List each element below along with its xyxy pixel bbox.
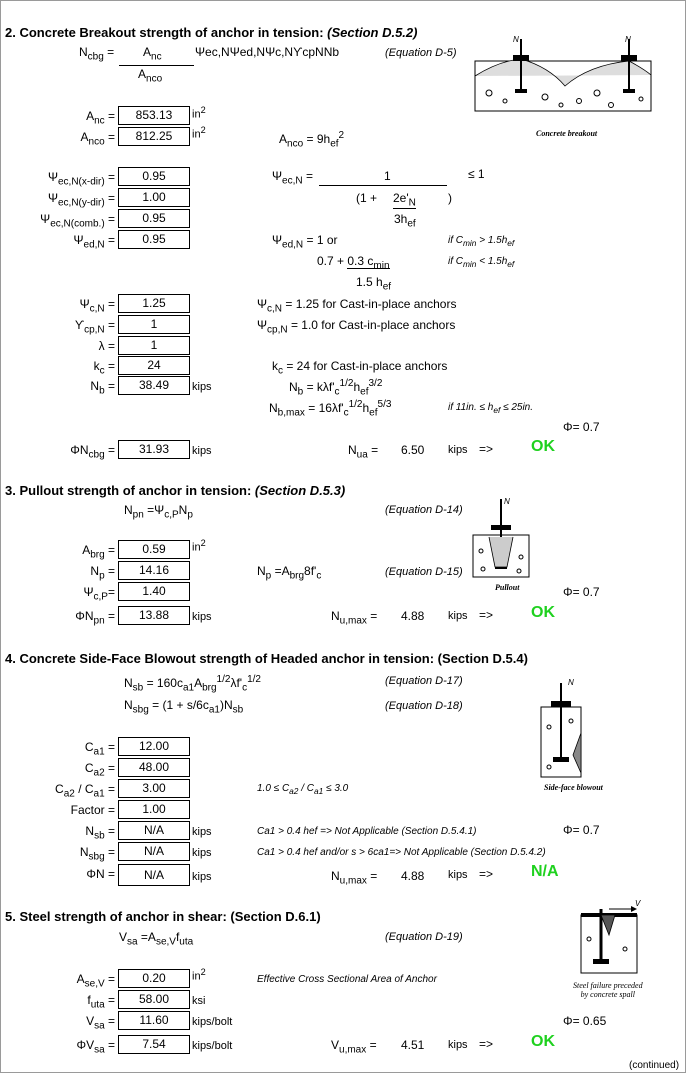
vsa-label: $V_{sa}$ = — [86, 1014, 115, 1032]
psi-y-value: 1.00 — [118, 188, 190, 207]
fig-shear-caption: Steel failure preceded by concrete spall — [573, 981, 643, 999]
anco-note: $A_{nco} = 9h_{ef}^2$ — [279, 130, 345, 150]
np-label: $N_p$ = — [90, 564, 115, 582]
fig-pullout-caption: Pullout — [495, 583, 520, 592]
kc-label: $k_c$ = — [93, 359, 115, 377]
abrg-value: 0.59 — [118, 540, 190, 559]
nsbg-note: Ca1 > 0.4 hef and/or s > 6ca1=> Not Applicable (Section D.5.4.2) — [257, 847, 546, 858]
s3-nu-label: $N_{u,max}$ = — [331, 609, 378, 627]
eq-d14: $N_{pn} =\Psi_{c,P}N_p$ — [124, 503, 193, 521]
s4-phi: Φ= 0.7 — [563, 823, 600, 837]
eq-d14-ref: (Equation D-14) — [385, 504, 463, 516]
ase-label: $A_{se,V}$ = — [76, 972, 115, 990]
anco-unit: $in^2$ — [192, 125, 206, 141]
ca2-label: $C_{a2}$ = — [84, 761, 115, 779]
ase-value: 0.20 — [118, 969, 190, 988]
s5-phi: Φ= 0.65 — [563, 1014, 607, 1028]
ca-ratio-label: $C_{a2} / C_{a1}$ = — [55, 782, 115, 800]
psi-ed-eq: $\Psi_{ed,N} = 1$ or — [272, 233, 338, 251]
phi-vsa-value: 7.54 — [118, 1035, 190, 1054]
phi-npn-value: 13.88 — [118, 606, 190, 625]
s4-nu-unit: kips — [448, 869, 468, 881]
nb-label: $N_b$ = — [90, 379, 115, 397]
psi-ed-expr-den: 1.5 $h_{ef}$ — [356, 275, 392, 293]
psi-cn-note: $\Psi_{c,N} = 1.25$ for Cast-in-place anchors — [257, 297, 457, 315]
s4-nu-value: 4.88 — [401, 869, 425, 883]
nsb-note: Ca1 > 0.4 hef => Not Applicable (Section D.5.4.1) — [257, 826, 477, 837]
nbmax-cond: if 11in. ≤ $h_{ef} \le 25in$. — [448, 402, 534, 415]
eq-d19: $V_{sa} =A_{se,V}f_{uta}$ — [119, 930, 194, 948]
nsbg-unit: kips — [192, 847, 212, 859]
psi-x-label: $\Psi_{ec,N(x-dir)}$ = — [47, 170, 115, 188]
psi-ed-label: $\Psi_{ed,N}$ = — [73, 233, 115, 251]
factor-label: Factor = — [70, 803, 115, 817]
eq-d5-ref: (Equation D-5) — [385, 47, 457, 59]
s3-phi: Φ= 0.7 — [563, 585, 600, 599]
nbmax-eq: $N_{b,max} = 16\lambda f'_c^{1/2}h_{ef}^{5/3}$ — [269, 399, 392, 419]
fig-blowout-caption: Side-face blowout — [544, 783, 603, 792]
psi-cp-label: $\Psi_{c,P}=$ — [83, 585, 115, 603]
phi-n-value: N/A — [118, 864, 190, 886]
psi-comb-value: 0.95 — [118, 209, 190, 228]
eq-d5-rhs: Ψec,NΨed,NΨc,NϒcpNNb — [195, 45, 340, 59]
lambda-label: λ = — [98, 339, 115, 353]
psi-cp-value: 1.40 — [118, 582, 190, 601]
nsb-unit: kips — [192, 826, 212, 838]
phi-npn-unit: kips — [192, 611, 212, 623]
ca1-value: 12.00 — [118, 737, 190, 756]
psi-ed-value: 0.95 — [118, 230, 190, 249]
ca-ratio-note: $1.0 \le C_{a2} / C_{a1} \le 3.0$ — [257, 783, 349, 796]
ycp-note: $\Psi_{cp,N} = 1.0$ for Cast-in-place anchors — [257, 318, 456, 336]
lambda-value: 1 — [118, 336, 190, 355]
np-eq: $N_p =A_{brg}8f'_c$ — [257, 564, 322, 582]
ase-unit: $in^2$ — [192, 967, 206, 983]
s5-vu-label: $V_{u,max}$ = — [331, 1038, 377, 1056]
fig-blowout-label: N — [568, 678, 574, 687]
psi-ec-eq-lhs: $\Psi_{ec,N}$ = — [272, 169, 313, 187]
section2-title: 2. Concrete Breakout strength of anchor in tension: (Section D.5.2) — [5, 25, 418, 40]
psi-x-value: 0.95 — [118, 167, 190, 186]
s3-nu-value: 4.88 — [401, 609, 425, 623]
nsb-value: N/A — [118, 821, 190, 840]
phi-n-label: ΦN = — [86, 867, 115, 881]
eq-d5-num: $A_{nc}$ — [143, 45, 162, 63]
nua-unit: kips — [448, 444, 468, 456]
psi-cn-value: 1.25 — [118, 294, 190, 313]
fig-breakout-label2: N — [625, 35, 631, 44]
nsbg-label: $N_{sbg}$ = — [79, 845, 115, 863]
psi-ed-cond2: if $C_{min} < 1.5h_{ef}$ — [448, 256, 515, 269]
phi-vsa-label: $\Phi V_{sa}$ = — [76, 1038, 115, 1056]
eq-d18-ref: (Equation D-18) — [385, 700, 463, 712]
s3-status: OK — [531, 604, 555, 621]
psi-ec-eq-num: 1 — [384, 169, 391, 183]
s5-status: OK — [531, 1033, 555, 1050]
ycp-label: $ϒ_{cp,N}$ = — [74, 318, 115, 336]
anc-label: $A_{nc}$ = — [86, 109, 115, 127]
factor-value: 1.00 — [118, 800, 190, 819]
phi-npn-label: $\Phi N_{pn}$ = — [75, 609, 115, 627]
fig-shear-label: V — [635, 899, 641, 908]
anc-value: 853.13 — [118, 106, 190, 125]
side-face-blowout-figure — [537, 677, 607, 787]
kc-value: 24 — [118, 356, 190, 375]
section4-title: 4. Concrete Side-Face Blowout strength of Headed anchor in tension: (Section D.5.4) — [5, 651, 528, 666]
psi-cn-label: $\Psi_{c,N}$ = — [79, 297, 115, 315]
s2-arrow: => — [479, 442, 494, 456]
section3-title: 3. Pullout strength of anchor in tension: (Section D.5.3) — [5, 483, 346, 498]
nb-unit: kips — [192, 381, 212, 393]
psi-ed-cond1: if $C_{min} > 1.5h_{ef}$ — [448, 235, 515, 248]
s4-nu-label: $N_{u,max}$ = — [331, 869, 378, 887]
s3-arrow: => — [479, 608, 494, 622]
vsa-unit: kips/bolt — [192, 1016, 233, 1028]
s3-nu-unit: kips — [448, 610, 468, 622]
concrete-breakout-figure — [469, 31, 659, 141]
nb-eq: $N_b = k\lambda f'_c^{1/2}h_{ef}^{3/2}$ — [289, 378, 383, 398]
nsb-label: $N_{sb}$ = — [85, 824, 115, 842]
s4-status: N/A — [531, 863, 559, 880]
phi-vsa-unit: kips/bolt — [192, 1040, 233, 1052]
s5-vu-unit: kips — [448, 1039, 468, 1051]
eq-d17-ref: (Equation D-17) — [385, 675, 463, 687]
phi-ncbg-label: $\Phi N_{cbg}$ = — [70, 443, 115, 461]
s5-arrow: => — [479, 1037, 494, 1051]
vsa-value: 11.60 — [118, 1011, 190, 1030]
fig-pullout-label: N — [504, 497, 510, 506]
futa-unit: ksi — [192, 995, 206, 1007]
section5-title: 5. Steel strength of anchor in shear: (Section D.6.1) — [5, 909, 321, 924]
s2-status: OK — [531, 438, 555, 455]
s5-vu-value: 4.51 — [401, 1038, 425, 1052]
psi-comb-label: $\Psi_{ec,N(comb.)}$ = — [40, 212, 115, 230]
eq-d5-den: $A_{nco}$ — [138, 67, 163, 85]
ase-note: Effective Cross Sectional Area of Anchor — [257, 974, 437, 985]
anco-label: $A_{nco}$ = — [80, 130, 115, 148]
psi-y-label: $\Psi_{ec,N(y-dir)}$ = — [47, 191, 115, 209]
nua-value: 6.50 — [401, 443, 425, 457]
ca2-value: 48.00 — [118, 758, 190, 777]
nb-value: 38.49 — [118, 376, 190, 395]
eq-d18: $N_{sbg} = (1 + s/6c_{a1})N_{sb}$ — [124, 698, 244, 716]
steel-shear-figure — [575, 899, 651, 979]
phi-n-unit: kips — [192, 871, 212, 883]
s4-arrow: => — [479, 867, 494, 881]
futa-value: 58.00 — [118, 990, 190, 1009]
ca1-label: $C_{a1}$ = — [84, 740, 115, 758]
psi-ec-eq-den1: (1 + — [356, 191, 378, 205]
psi-ec-eq-le: ≤ 1 — [468, 167, 485, 181]
ycp-value: 1 — [118, 315, 190, 334]
continued-note: (continued) — [629, 1060, 680, 1071]
eq-d17: $N_{sb} = 160c_{a1}A_{brg}^{1/2}\lambda f'_c^{1/2}$ — [124, 674, 261, 694]
anc-unit: $in^2$ — [192, 105, 206, 121]
anco-value: 812.25 — [118, 127, 190, 146]
abrg-unit: $in^2$ — [192, 538, 206, 554]
kc-note: $k_c = 24$ for Cast-in-place anchors — [272, 359, 448, 377]
phi-ncbg-unit: kips — [192, 445, 212, 457]
eq-d5-lhs: $N_{cbg}$ = — [79, 45, 115, 63]
psi-ec-eq-den2: $2e'_N$ — [393, 191, 416, 209]
ca-ratio-value: 3.00 — [118, 779, 190, 798]
eq-d19-ref: (Equation D-19) — [385, 931, 463, 943]
pullout-figure — [469, 495, 533, 587]
abrg-label: $A_{brg}$ = — [82, 543, 115, 561]
nua-label: $N_{ua}$ = — [348, 443, 379, 461]
fig-breakout-label1: N — [513, 35, 519, 44]
np-value: 14.16 — [118, 561, 190, 580]
eq-d15-ref: (Equation D-15) — [385, 566, 463, 578]
psi-ec-eq-den4: $3h_{ef}$ — [394, 212, 416, 230]
nsbg-value: N/A — [118, 842, 190, 861]
futa-label: $f_{uta}$ = — [87, 993, 115, 1011]
psi-ed-expr: 0.7 + 0.3 $c_{min}$ — [317, 254, 390, 272]
phi-ncbg-value: 31.93 — [118, 440, 190, 459]
s2-phi: Φ= 0.7 — [563, 420, 600, 434]
fig-breakout-caption: Concrete breakout — [536, 129, 598, 138]
psi-ec-eq-den3: ) — [448, 191, 452, 205]
